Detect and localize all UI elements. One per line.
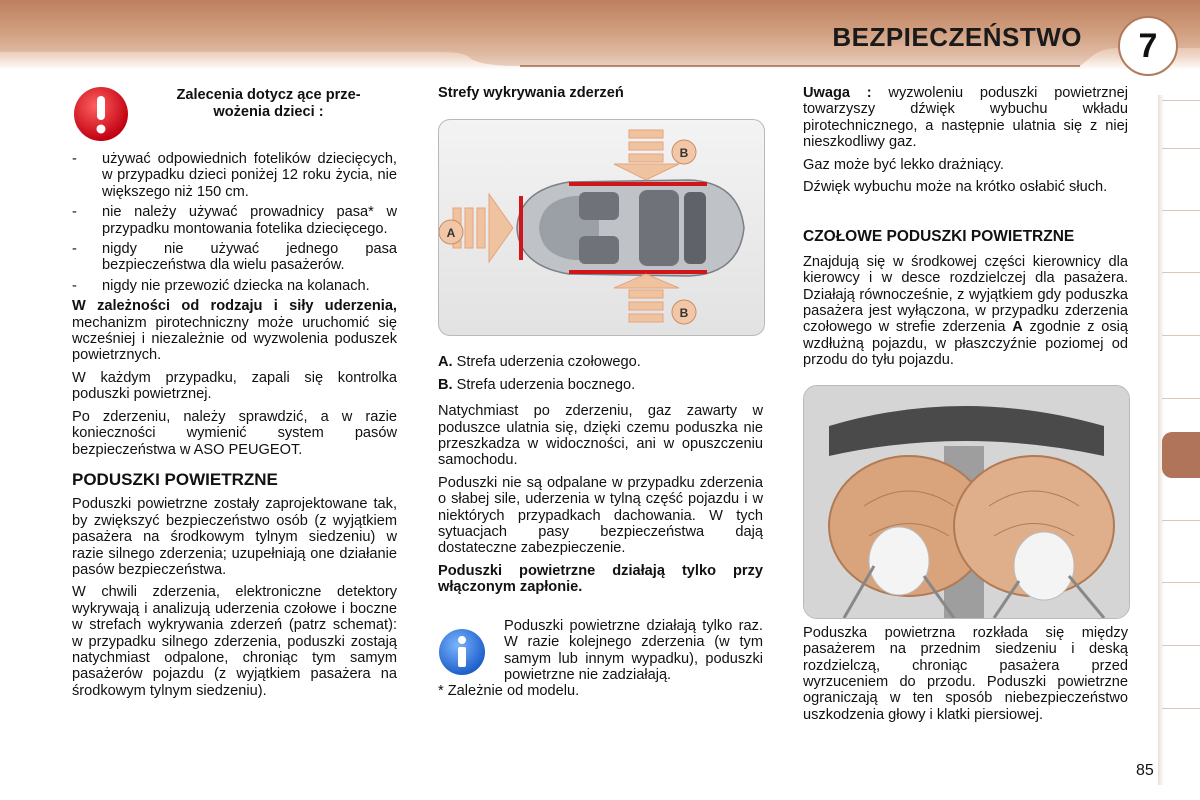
- note-label: Uwaga :: [803, 85, 872, 101]
- section-heading: PODUSZKI POWIETRZNE: [72, 469, 278, 489]
- paragraph: Gaz może być lekko drażniący.: [803, 156, 1004, 173]
- side-tab: [1162, 582, 1200, 583]
- paragraph-text: Znajdują się w środkowej części kierownicy dla kierowcy i w desce rozdzielczej dla pasażera. Działają równocześnie, z wyjątkiem gdy poduszka pasażera jest wyłączona, w przypadku zderzenia czołowego w strefie zderzenia: [803, 253, 1128, 336]
- side-tab: [1162, 708, 1200, 709]
- side-tab: [1162, 645, 1200, 646]
- zone-a-label: A: [446, 226, 456, 241]
- side-tab: [1162, 210, 1200, 211]
- section-title: BEZPIECZEŃSTWO: [832, 22, 1082, 52]
- list-item: - używać odpowiednich fotelików dziecięcych, w przypadku dzieci poniżej 12 roku życia, nie większego niż 150 cm.: [72, 151, 397, 200]
- paragraph: Po zderzeniu, należy sprawdzić, a w razie konieczności wymienić system pasów bezpieczeństwa w ASO PEUGEOT.: [72, 408, 397, 458]
- list-item: - nigdy nie przewozić dziecka na kolanach.: [72, 278, 397, 294]
- paragraph: [72, 298, 397, 364]
- zone-b-bottom-label: B: [679, 306, 689, 321]
- note-text: wyzwoleniu poduszki powietrznej towarzyszy dźwięk wybuchu wkładu pirotechnicznego, a następnie ulatnia się z niej nieszkodliwy gaz.: [803, 85, 1129, 151]
- zone-ref: A: [1012, 319, 1023, 336]
- paragraph: [803, 254, 1128, 369]
- caption-text: Strefa uderzenia bocznego.: [452, 376, 636, 393]
- list-item: - nie należy używać prowadnicy pasa* w przypadku montowania fotelika dziecięcego.: [72, 204, 397, 237]
- caption-text: Strefa uderzenia czołowego.: [452, 354, 641, 371]
- paragraph-text: mechanizm pirotechniczny może uruchomić się wcześniej i niezależnie od wyzwolenia poduszek powietrznych.: [72, 314, 397, 364]
- paragraph: Poduszki nie są odpalane w przypadku zderzenia o słabej sile, uderzenia w tylną część pojazdu i w niektórych przypadkach dachowania. W tych sytuacjach pasy bezpieczeństwa dają dostateczne zabezpieczenie.: [438, 474, 763, 557]
- column-middle: [438, 85, 763, 706]
- column-right: [803, 85, 1128, 729]
- paragraph: Natychmiast po zderzeniu, gaz zawarty w poduszce ulatnia się, dzięki czemu poduszka nie przeszkadza w widoczności, ani w opuszczeniu samochodu.: [438, 403, 763, 469]
- chapter-number: 7: [1118, 16, 1178, 76]
- airbag-deployment-figure: [803, 385, 1130, 619]
- paragraph: W każdym przypadku, zapali się kontrolka poduszki powietrznej.: [72, 369, 397, 403]
- paragraph-text: zgodnie z osią wzdłużną pojazdu, w płaszczyźnie poziomej od przodu do tyłu pojazdu.: [803, 319, 1129, 369]
- bold-lead: W zależności od rodzaju i siły uderzenia,: [72, 298, 397, 315]
- note-paragraph: [803, 85, 1128, 151]
- column-left: [72, 85, 397, 705]
- zone-b-top-label: B: [679, 146, 689, 161]
- info-text: Poduszki powietrzne działają tylko raz. W razie kolejnego zderzenia (w tym samym lub innym wypadku), poduszki powietrzne nie zadziałają.: [504, 617, 763, 683]
- paragraph: Dźwięk wybuchu może na krótko osłabić słuch.: [803, 179, 1108, 196]
- side-tab: [1162, 272, 1200, 273]
- impact-zones-figure: [438, 119, 765, 336]
- child-warning-block: [72, 85, 397, 143]
- side-tab: [1162, 100, 1200, 101]
- figure-caption: Poduszka powietrzna rozkłada się między pasażerem na przednim siedzeniu i deską rozdzielczą, chroniąc pasażera przed wyrzuceniem do przodu. Poduszki powietrzne ograniczają w ten sposób niebezpieczeństwo uszkodzenia głowy i klatki piersiowej.: [803, 624, 1128, 723]
- subsection-heading: Strefy wykrywania zderzeń: [438, 85, 624, 101]
- warning-list: [72, 151, 397, 294]
- caption-key: A.: [438, 354, 453, 371]
- airbag-illustration: [804, 386, 1129, 618]
- side-tab: [1162, 148, 1200, 149]
- paragraph: W chwili zderzenia, elektroniczne detektory wykrywają i analizują uderzenia czołowe i boczne w strefach wykrywania zderzeń (patrz schemat): w przypadku silnego zderzenia, poduszki zostają natychmiast odpalone, chroniąc tym samym pasażerów pojazdu (z wyjątkiem pasażera na środkowym tylnym siedzeniu).: [72, 584, 397, 699]
- footnote: * Zależnie od modelu.: [438, 683, 580, 700]
- side-tab: [1162, 398, 1200, 399]
- page-number: 85: [1136, 762, 1154, 779]
- info-icon: [438, 628, 486, 676]
- paragraph: Poduszki powietrzne zostały zaprojektowane tak, by zwiększyć bezpieczeństwo osób (z wyjątkiem pasażera na środkowym tylnym siedzeniu) w razie silnego zderzenia; uzupełniają one działanie pasów bezpieczeństwa.: [72, 496, 397, 578]
- exclamation-icon: [72, 85, 130, 143]
- caption-key: B.: [438, 376, 453, 393]
- side-tab-active: [1162, 432, 1200, 478]
- warning-title: Zalecenia dotycz ące prze- wożenia dzieci :: [176, 87, 361, 120]
- bold-note: Poduszki powietrzne działają tylko przy włączonym zapłonie.: [438, 562, 763, 596]
- caption-b: [438, 377, 763, 393]
- side-tab: [1162, 335, 1200, 336]
- car-topview-illustration: [439, 120, 764, 335]
- info-block: [438, 618, 763, 684]
- caption-a: [438, 354, 763, 370]
- side-tab: [1162, 520, 1200, 521]
- section-heading: CZOŁOWE PODUSZKI POWIETRZNE: [803, 228, 1075, 246]
- list-item: - nigdy nie używać jednego pasa bezpieczeństwa dla wielu pasażerów.: [72, 241, 397, 274]
